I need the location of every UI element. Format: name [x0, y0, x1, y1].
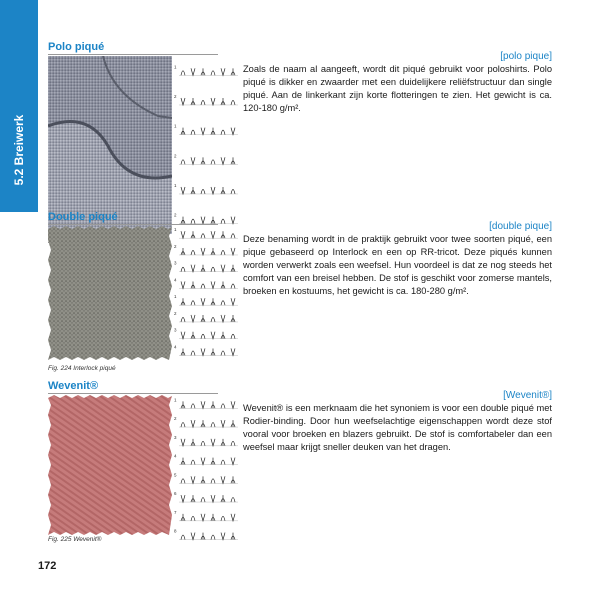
diagram-row-label: 2 — [174, 93, 177, 99]
stitch-loop — [191, 460, 195, 465]
diagram-row-label: 8 — [174, 528, 177, 534]
stitch-loop — [191, 301, 195, 306]
stitch-loop — [211, 71, 215, 76]
stitch-loop — [201, 498, 205, 503]
diagram-row-label: 1 — [174, 294, 177, 300]
stitch-diagram — [174, 56, 240, 234]
stitch-loop — [211, 479, 215, 484]
stitch-loop — [211, 535, 215, 540]
stitch-loop — [201, 441, 205, 446]
diagram-row-label: 1 — [174, 123, 177, 129]
section-body: Zoals de naam al aangeeft, wordt dit piqué gebruikt voor poloshirts. Polo piqué is dikker en zwaarder met een duidelijkere reliëfstructuur dan single piqué. Aan de linkerkant zijn korte flotteringen te zien. Het gewicht is ca. 120-180 g/m². — [243, 64, 552, 113]
stitch-loop — [181, 248, 185, 255]
stitch-loop — [211, 281, 215, 288]
stitch-loop — [211, 423, 215, 428]
section-divider — [48, 224, 218, 225]
stitch-loop — [191, 439, 195, 446]
stitch-loop — [191, 281, 195, 288]
diagram-row-label: 3 — [174, 260, 177, 266]
stitch-loop — [201, 334, 205, 339]
stitch-loop — [211, 231, 215, 238]
stitch-loop — [181, 514, 185, 521]
stitch-loop — [221, 420, 225, 427]
stitch-loop — [211, 248, 215, 255]
stitch-loop — [181, 401, 185, 408]
stitch-loop — [221, 351, 225, 356]
stitch-loop — [231, 348, 235, 355]
stitch-loop — [231, 234, 235, 239]
stitch-loop — [221, 476, 225, 483]
stitch-loop — [211, 187, 215, 194]
stitch-loop — [221, 265, 225, 272]
stitch-loop — [231, 284, 235, 289]
stitch-loop — [201, 128, 205, 135]
stitch-loop — [211, 160, 215, 165]
stitch-loop — [201, 234, 205, 239]
term-tag: [Wevenit®] — [503, 390, 552, 401]
stitch-loop — [201, 248, 205, 255]
stitch-loop — [221, 439, 225, 446]
diagram-row-label: 1 — [174, 397, 177, 403]
stitch-loop — [221, 157, 225, 164]
diagram-row-label: 4 — [174, 453, 177, 459]
diagram-row-label: 2 — [174, 310, 177, 316]
stitch-loop — [181, 160, 185, 165]
stitch-loop — [191, 130, 195, 135]
stitch-loop — [191, 68, 195, 75]
stitch-loop — [211, 348, 215, 355]
stitch-loop — [181, 317, 185, 322]
stitch-loop — [191, 187, 195, 194]
diagram-row-label: 2 — [174, 153, 177, 159]
diagram-row-label: 2 — [174, 416, 177, 422]
section-divider — [48, 54, 218, 55]
fabric-photo-double-pique — [48, 226, 172, 360]
stitch-loop — [231, 533, 235, 540]
section-title: Polo piqué — [48, 41, 105, 53]
stitch-loop — [211, 98, 215, 105]
stitch-loop — [211, 317, 215, 322]
stitch-loop — [191, 404, 195, 409]
stitch-loop — [181, 71, 185, 76]
stitch-loop — [201, 476, 205, 483]
section-title: Double piqué — [48, 211, 118, 223]
stitch-loop — [211, 332, 215, 339]
stitch-loop — [211, 514, 215, 521]
stitch-loop — [181, 479, 185, 484]
stitch-loop — [191, 351, 195, 356]
term-tag: [double pique] — [489, 221, 552, 232]
diagram-row-label: 3 — [174, 327, 177, 333]
stitch-diagram — [174, 395, 240, 545]
stitch-loop — [221, 516, 225, 521]
stitch-loop — [191, 332, 195, 339]
stitch-loop — [231, 420, 235, 427]
stitch-loop — [211, 439, 215, 446]
stitch-loop — [181, 348, 185, 355]
stitch-loop — [181, 439, 185, 446]
stitch-loop — [231, 128, 235, 135]
stitch-loop — [201, 533, 205, 540]
stitch-loop — [201, 157, 205, 164]
stitch-loop — [231, 315, 235, 322]
stitch-loop — [201, 189, 205, 194]
stitch-diagram — [174, 226, 240, 360]
stitch-loop — [211, 495, 215, 502]
stitch-loop — [211, 401, 215, 408]
stitch-loop — [201, 514, 205, 521]
stitch-loop — [231, 334, 235, 339]
stitch-loop — [221, 315, 225, 322]
section-body: Deze benaming wordt in de praktijk gebruikt voor twee soorten piqué, een pique gebaseerd op Interlock en een op RR-tricot. Deze piqués kunnen worden verwerkt zoals een weefsel. Hun voordeel is dat ze nog steeds het comfort van een breisel hebben. De stof is geschikt voor zomerse mantels, broeken en kostuums, het gewicht is ca. 180-280 g/m². — [243, 234, 552, 296]
stitch-loop — [191, 420, 195, 427]
stitch-loop — [191, 495, 195, 502]
fabric-photo-wevenit — [48, 395, 172, 535]
page-number: 172 — [38, 560, 57, 572]
stitch-loop — [231, 189, 235, 194]
section-body: Wevenit® is een merknaam die het synoniem is voor een double piqué met Rodier-binding. Door hun weefselachtige eigenschappen wordt deze stof vooral voor broeken en blazers gebruikt. De stof is comfortabeler dan een weefsel maar krijgt sneller deuken van het dragen. — [243, 403, 552, 452]
stitch-loop — [181, 535, 185, 540]
figure-caption: Fig. 225 Wevenit® — [48, 536, 102, 543]
stitch-loop — [191, 250, 195, 255]
stitch-loop — [211, 267, 215, 272]
stitch-loop — [211, 298, 215, 305]
diagram-row-label: 1 — [174, 227, 177, 233]
stitch-loop — [231, 441, 235, 446]
stitch-loop — [181, 128, 185, 135]
stitch-loop — [201, 315, 205, 322]
diagram-row-label: 3 — [174, 434, 177, 440]
section-wevenit — [48, 380, 552, 550]
diagram-row-label: 6 — [174, 491, 177, 497]
stitch-loop — [191, 231, 195, 238]
stitch-loop — [201, 284, 205, 289]
stitch-loop — [231, 265, 235, 272]
stitch-loop — [231, 248, 235, 255]
stitch-loop — [191, 315, 195, 322]
stitch-loop — [191, 98, 195, 105]
stitch-loop — [201, 458, 205, 465]
section-divider — [48, 393, 218, 394]
stitch-loop — [211, 128, 215, 135]
stitch-loop — [201, 265, 205, 272]
stitch-loop — [231, 100, 235, 105]
diagram-row-label: 7 — [174, 509, 177, 515]
stitch-loop — [221, 332, 225, 339]
stitch-loop — [221, 187, 225, 194]
stitch-loop — [201, 68, 205, 75]
stitch-loop — [231, 401, 235, 408]
diagram-row-label: 2 — [174, 243, 177, 249]
diagram-row-label: 4 — [174, 344, 177, 350]
stitch-loop — [201, 420, 205, 427]
diagram-row-label: 1 — [174, 64, 177, 70]
stitch-loop — [221, 301, 225, 306]
stitch-loop — [181, 187, 185, 194]
stitch-loop — [231, 514, 235, 521]
stitch-loop — [221, 250, 225, 255]
diagram-row-label: 5 — [174, 472, 177, 478]
stitch-loop — [191, 157, 195, 164]
stitch-loop — [231, 68, 235, 75]
stitch-loop — [191, 476, 195, 483]
stitch-loop — [231, 476, 235, 483]
stitch-loop — [181, 332, 185, 339]
chapter-side-tab — [0, 0, 38, 212]
stitch-loop — [181, 267, 185, 272]
stitch-loop — [221, 460, 225, 465]
stitch-loop — [211, 458, 215, 465]
stitch-loop — [221, 130, 225, 135]
stitch-loop — [201, 100, 205, 105]
stitch-loop — [181, 298, 185, 305]
stitch-loop — [181, 423, 185, 428]
figure-caption: Fig. 224 Interlock piqué — [48, 365, 116, 372]
stitch-loop — [191, 516, 195, 521]
section-double-pique — [48, 211, 552, 376]
fabric-photo-polo-pique — [48, 56, 172, 234]
stitch-loop — [221, 231, 225, 238]
stitch-loop — [181, 231, 185, 238]
stitch-loop — [221, 404, 225, 409]
stitch-loop — [221, 281, 225, 288]
stitch-loop — [181, 458, 185, 465]
stitch-loop — [181, 98, 185, 105]
stitch-loop — [231, 157, 235, 164]
stitch-loop — [201, 348, 205, 355]
stitch-loop — [181, 495, 185, 502]
stitch-loop — [181, 281, 185, 288]
diagram-row-label: 4 — [174, 277, 177, 283]
stitch-loop — [221, 68, 225, 75]
stitch-loop — [221, 98, 225, 105]
term-tag: [polo pique] — [500, 51, 552, 62]
stitch-loop — [231, 498, 235, 503]
stitch-loop — [191, 265, 195, 272]
stitch-loop — [201, 401, 205, 408]
stitch-loop — [201, 298, 205, 305]
section-title: Wevenit® — [48, 380, 99, 392]
chapter-label: 5.2 Breiwerk — [12, 114, 26, 186]
diagram-row-label: 2 — [174, 212, 177, 218]
stitch-loop — [221, 533, 225, 540]
stitch-loop — [231, 298, 235, 305]
stitch-loop — [221, 495, 225, 502]
stitch-loop — [231, 458, 235, 465]
stitch-loop — [191, 533, 195, 540]
diagram-row-label: 1 — [174, 182, 177, 188]
